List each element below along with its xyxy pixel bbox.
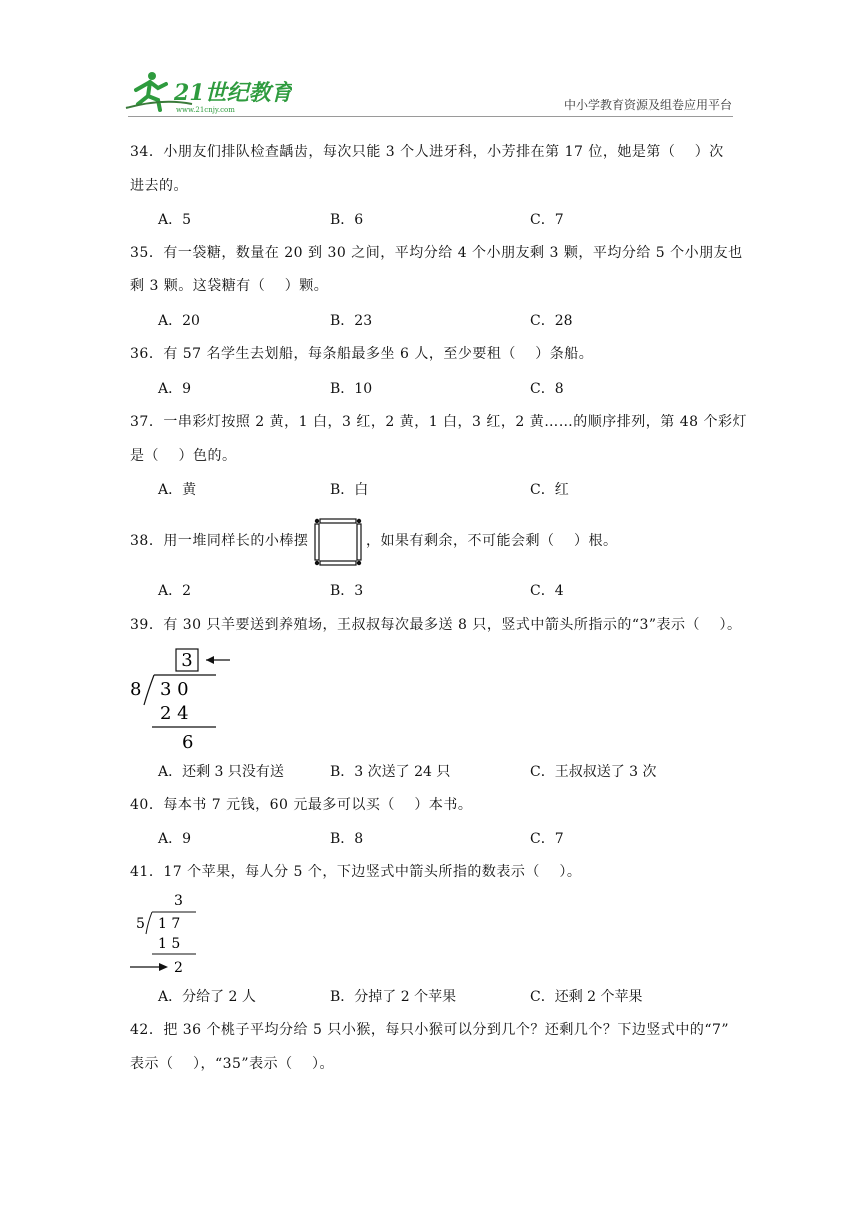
q39-option-b: B．3 次送了 24 只 xyxy=(330,764,451,780)
platform-name: 中小学教育资源及组卷应用平台 xyxy=(563,98,732,112)
q36-option-b: B．10 xyxy=(330,381,373,397)
question-39-line1: 39．有 30 只羊要送到养殖场，王叔叔每次最多送 8 只，竖式中箭头所指示的“3”表示（ ）。 xyxy=(130,617,742,633)
logo-text: 21世纪教育 xyxy=(174,80,292,106)
q34-option-b: B．6 xyxy=(330,212,364,228)
q35-option-a: A．20 xyxy=(158,313,200,329)
question-38-text-b: ，如果有剩余，不可能会剩（ ）根。 xyxy=(366,533,618,549)
question-41-line1: 41．17 个苹果，每人分 5 个，下边竖式中箭头所指的数表示（ ）。 xyxy=(130,864,582,880)
q41-option-c: C．还剩 2 个苹果 xyxy=(530,989,643,1005)
q35-option-b: B．23 xyxy=(330,313,373,329)
arrow-icon xyxy=(206,656,214,664)
site-logo xyxy=(122,68,292,118)
quotient-41: 3 xyxy=(174,893,183,909)
arrow-icon xyxy=(159,963,168,971)
q36-option-c: C．8 xyxy=(530,381,564,397)
q36-option-a: A．9 xyxy=(158,381,192,397)
divisor-39: 8 xyxy=(130,679,142,700)
q37-option-a: A．黄 xyxy=(158,482,197,498)
q38-option-b: B．3 xyxy=(330,583,364,599)
q41-option-b: B．分掉了 2 个苹果 xyxy=(330,989,457,1005)
question-38-text-a: 38．用一堆同样长的小棒摆 xyxy=(130,533,309,549)
q38-option-a: A．2 xyxy=(158,583,192,599)
q40-option-c: C．7 xyxy=(530,831,564,847)
q40-option-a: A．9 xyxy=(158,831,192,847)
q34-option-c: C．7 xyxy=(530,212,564,228)
question-42-line2: 表示（ ），“35”表示（ ）。 xyxy=(130,1056,335,1072)
question-35-line2: 剩 3 颗。这袋糖有（ ）颗。 xyxy=(130,278,329,294)
division-41 xyxy=(128,890,208,980)
q37-option-c: C．红 xyxy=(530,482,569,498)
question-35-line1: 35．有一袋糖，数量在 20 到 30 之间，平均分给 4 个小朋友剩 3 颗，平均分给 5 个小朋友也 xyxy=(130,245,743,261)
remainder-41: 2 xyxy=(174,960,183,976)
question-42-line1: 42．把 36 个桃子平均分给 5 只小猴，每只小猴可以分到几个？还剩几个？下边竖式中的“7” xyxy=(130,1022,730,1038)
q37-option-b: B．白 xyxy=(330,482,369,498)
q39-option-c: C．王叔叔送了 3 次 xyxy=(530,764,657,780)
remainder-39: 6 xyxy=(182,732,194,753)
question-37-line2: 是（ ）色的。 xyxy=(130,448,237,464)
q39-option-a: A．还剩 3 只没有送 xyxy=(158,764,284,780)
division-39 xyxy=(126,645,246,753)
dividend-39: 3 0 xyxy=(160,679,189,700)
logo-url: www.21cnjy.com xyxy=(176,106,235,114)
product-39: 2 4 xyxy=(160,703,189,724)
q35-option-c: C．28 xyxy=(530,313,573,329)
product-41: 1 5 xyxy=(158,936,181,952)
question-34-line1: 34．小朋友们排队检查龋齿，每次只能 3 个人进牙科，小芳排在第 17 位，她是第（ ）次 xyxy=(130,144,724,160)
q38-option-c: C．4 xyxy=(530,583,564,599)
question-36-line1: 36．有 57 名学生去划船，每条船最多坐 6 人，至少要租（ ）条船。 xyxy=(130,346,594,362)
stick-square-figure xyxy=(312,516,364,568)
divisor-41: 5 xyxy=(136,916,145,932)
q34-option-a: A．5 xyxy=(158,212,192,228)
question-40-line1: 40．每本书 7 元钱，60 元最多可以买（ ）本书。 xyxy=(130,797,473,813)
question-34-line2: 进去的。 xyxy=(130,178,188,194)
q40-option-b: B．8 xyxy=(330,831,364,847)
q41-option-a: A．分给了 2 人 xyxy=(158,989,256,1005)
dividend-41: 1 7 xyxy=(158,916,181,932)
quotient-39: 3 xyxy=(181,650,193,671)
header-divider xyxy=(128,116,733,117)
question-37-line1: 37．一串彩灯按照 2 黄，1 白，3 红，2 黄，1 白，3 红，2 黄……的顺序排列，第 48 个彩灯 xyxy=(130,414,747,430)
